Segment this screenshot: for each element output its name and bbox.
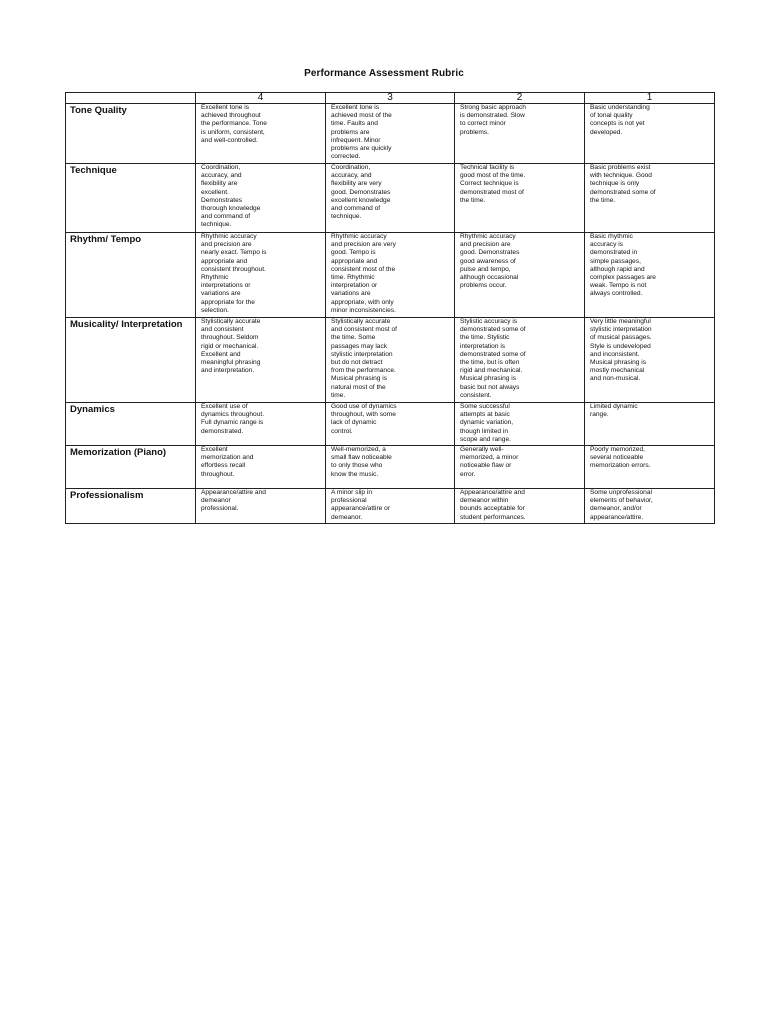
descriptor-line: and precision are	[460, 241, 511, 249]
rubric-row-rhythm-tempo	[66, 233, 715, 318]
descriptor-line: Appearance/attire and	[460, 489, 525, 496]
descriptor-cell-score-1	[585, 318, 715, 403]
descriptor-line: of tonal quality	[590, 112, 633, 120]
descriptor-line: of musical passages.	[590, 334, 652, 342]
descriptor-cell-score-2	[455, 446, 585, 489]
descriptor-line: the time. Stylistic	[460, 334, 510, 342]
rubric-row-professionalism	[66, 489, 715, 524]
descriptor-line: memorization and	[201, 454, 254, 462]
descriptor-line: noticeable flaw or	[460, 462, 512, 470]
descriptor-line: appearance/attire or	[331, 505, 391, 513]
descriptor-line: demeanor.	[331, 513, 363, 521]
descriptor-line: several noticeable	[590, 454, 644, 462]
descriptor-line: Coordination,	[331, 164, 371, 171]
descriptor-line: Limited dynamic	[590, 403, 638, 410]
descriptor-line: error.	[460, 470, 476, 478]
descriptor-line: consistent.	[460, 391, 492, 399]
descriptor-line: accuracy, and	[201, 172, 242, 180]
rubric-row-musicality	[66, 318, 715, 403]
descriptor-line: problems.	[460, 128, 489, 136]
descriptor-line: achieved most of the	[331, 112, 392, 120]
score-header-1	[585, 93, 715, 104]
descriptor-line: and precision are very	[331, 241, 396, 249]
descriptor-line: Rhythmic accuracy	[460, 233, 516, 240]
score-header-2	[455, 93, 585, 104]
descriptor-line: effortless recall	[201, 462, 246, 470]
descriptor-line: the time. Some	[331, 334, 376, 342]
descriptor-line: Rhythmic accuracy	[201, 233, 257, 240]
descriptor-line: Style is undeveloped	[590, 342, 651, 350]
descriptor-line: Basic understanding	[590, 104, 650, 111]
score-label: 3	[387, 92, 393, 103]
descriptor-line: and consistent most of	[331, 326, 397, 334]
criterion-label: Memorization (Piano)	[66, 446, 196, 489]
descriptor-line: Musical phrasing is	[331, 375, 388, 383]
descriptor-line: consistent most of the	[331, 265, 396, 273]
descriptor-cell-score-4	[196, 104, 326, 164]
descriptor-line: Technical facility is	[460, 164, 515, 171]
descriptor-cell-score-1	[585, 446, 715, 489]
descriptor-line: interpretation or	[331, 282, 378, 290]
descriptor-line: lack of dynamic	[331, 419, 377, 427]
descriptor-line: range.	[590, 411, 609, 419]
descriptor-line: good most of the time.	[460, 172, 526, 180]
descriptor-line: Excellent tone is	[331, 104, 380, 111]
descriptor-line: professional	[331, 497, 367, 505]
descriptor-line: Stylistically accurate	[201, 318, 261, 325]
descriptor-line: know the music.	[331, 470, 379, 478]
descriptor-cell-score-2	[455, 489, 585, 524]
score-header-4	[196, 93, 326, 104]
descriptor-line: Full dynamic range is	[201, 419, 264, 427]
descriptor-line: attempts at basic	[460, 411, 510, 419]
descriptor-line: problems occur.	[460, 282, 507, 290]
descriptor-line: Musical phrasing is	[590, 359, 647, 367]
rubric-row-memorization	[66, 446, 715, 489]
descriptor-cell-score-2	[455, 233, 585, 318]
descriptor-line: the time.	[460, 196, 486, 204]
descriptor-line: appropriate for the	[201, 298, 255, 306]
descriptor-cell-score-4	[196, 233, 326, 318]
descriptor-cell-score-4	[196, 446, 326, 489]
descriptor-line: appropriate and	[201, 257, 248, 265]
descriptor-cell-score-2	[455, 164, 585, 233]
descriptor-line: weak. Tempo is not	[590, 282, 647, 290]
descriptor-cell-score-4	[196, 164, 326, 233]
descriptor-cell-score-3	[326, 164, 455, 233]
score-header-3	[326, 93, 455, 104]
descriptor-line: small flaw noticeable	[331, 454, 392, 462]
descriptor-line: meaningful phrasing	[201, 359, 261, 367]
descriptor-line: technique is only	[590, 180, 640, 188]
descriptor-line: memorization errors.	[590, 462, 651, 470]
descriptor-line: and command of	[331, 205, 381, 213]
descriptor-line: Some successful	[460, 403, 510, 410]
descriptor-line: Appearance/attire and	[201, 489, 266, 496]
descriptor-line: Well-memorized, a	[331, 446, 386, 453]
descriptor-line: time. Faults and	[331, 120, 378, 128]
descriptor-line: mostly mechanical	[590, 367, 645, 375]
descriptor-cell-score-1	[585, 403, 715, 446]
descriptor-line: appropriate and	[331, 257, 378, 265]
descriptor-line: simple passages,	[590, 257, 641, 265]
descriptor-line: throughout, with some	[331, 411, 396, 419]
descriptor-line: Excellent and	[201, 350, 241, 358]
descriptor-line: selection.	[201, 306, 229, 314]
descriptor-line: appropriate, with only	[331, 298, 394, 306]
descriptor-line: corrected.	[331, 153, 361, 161]
descriptor-line: always controlled.	[590, 290, 643, 298]
descriptor-line: complex passages are	[590, 274, 656, 282]
criterion-label: Tone Quality	[66, 104, 196, 164]
descriptor-line: thorough knowledge	[201, 205, 261, 213]
descriptor-line: control.	[331, 427, 353, 435]
descriptor-line: technique.	[201, 221, 232, 229]
descriptor-line: technique.	[331, 213, 362, 221]
descriptor-line: problems are	[331, 128, 370, 136]
descriptor-line: scope and range.	[460, 435, 511, 443]
descriptor-line: is uniform, consistent,	[201, 128, 265, 136]
descriptor-line: Basic rhythmic	[590, 233, 633, 240]
descriptor-line: demonstrated some of	[590, 188, 656, 196]
descriptor-line: accuracy, and	[331, 172, 372, 180]
descriptor-line: appearance/attire.	[590, 513, 644, 521]
descriptor-line: demeanor within	[460, 497, 509, 505]
descriptor-line: and interpretation.	[201, 367, 255, 375]
descriptor-line: flexibility are very	[331, 180, 382, 188]
descriptor-line: Rhythmic	[201, 274, 229, 282]
descriptor-line: and consistent	[201, 326, 244, 334]
score-label: 1	[646, 92, 653, 103]
descriptor-cell-score-3	[326, 104, 455, 164]
descriptor-line: good awareness of	[460, 257, 516, 265]
descriptor-line: Poorly memorized,	[590, 446, 645, 453]
descriptor-line: the time, but is often	[460, 359, 520, 367]
descriptor-line: demonstrated some of	[460, 350, 526, 358]
descriptor-cell-score-1	[585, 164, 715, 233]
descriptor-cell-score-1	[585, 104, 715, 164]
descriptor-line: throughout. Seldom	[201, 334, 259, 342]
descriptor-line: developed.	[590, 128, 623, 136]
descriptor-line: A minor slip in	[331, 489, 373, 496]
descriptor-line: memorized, a minor	[460, 454, 519, 462]
descriptor-cell-score-3	[326, 446, 455, 489]
descriptor-cell-score-4	[196, 318, 326, 403]
descriptor-line: Some unprofessional	[590, 489, 652, 496]
descriptor-line: and command of	[201, 213, 251, 221]
descriptor-line: student performances.	[460, 513, 526, 521]
descriptor-line: infrequent. Minor	[331, 136, 381, 144]
descriptor-line: accuracy is	[590, 241, 623, 249]
descriptor-line: to only those who	[331, 462, 383, 470]
descriptor-line: variations are	[331, 290, 371, 298]
descriptor-line: Rhythmic accuracy	[331, 233, 387, 240]
descriptor-line: Excellent	[201, 446, 228, 453]
descriptor-line: bounds acceptable for	[460, 505, 525, 513]
descriptor-line: dynamics throughout.	[201, 411, 265, 419]
descriptor-line: demonstrated.	[201, 427, 244, 435]
descriptor-line: rigid or mechanical.	[201, 342, 259, 350]
descriptor-cell-score-1	[585, 233, 715, 318]
descriptor-line: Stylistically accurate	[331, 318, 391, 325]
descriptor-line: throughout.	[201, 470, 235, 478]
criterion-label: Rhythm/ Tempo	[66, 233, 196, 318]
descriptor-line: basic but not always	[460, 383, 520, 391]
rubric-table	[65, 92, 715, 524]
descriptor-line: although occasional	[460, 274, 519, 282]
descriptor-line: demeanor, and/or	[590, 505, 642, 513]
page-title: Performance Assessment Rubric	[304, 68, 464, 79]
descriptor-line: interpretations or	[201, 282, 251, 290]
descriptor-line: interpretation is	[460, 342, 506, 350]
descriptor-line: good. Demonstrates	[460, 249, 520, 257]
descriptor-line: to correct minor	[460, 120, 506, 128]
criterion-label: Technique	[66, 164, 196, 233]
descriptor-line: consistent throughout.	[201, 265, 266, 273]
score-label: 2	[516, 92, 523, 103]
descriptor-line: Excellent use of	[201, 403, 248, 410]
descriptor-line: from the performance.	[331, 367, 396, 375]
descriptor-line: excellent knowledge	[331, 196, 391, 204]
descriptor-line: demonstrated in	[590, 249, 638, 257]
descriptor-line: dynamic variation,	[460, 419, 514, 427]
descriptor-cell-score-3	[326, 489, 455, 524]
descriptor-line: excellent.	[201, 188, 229, 196]
descriptor-line: although rapid and	[590, 265, 645, 273]
descriptor-line: Stylistic accuracy is	[460, 318, 518, 325]
descriptor-line: natural most of the	[331, 383, 386, 391]
descriptor-line: Very little meaningful	[590, 318, 651, 325]
descriptor-line: elements of behavior,	[590, 497, 653, 505]
descriptor-line: demonstrated some of	[460, 326, 526, 334]
descriptor-line: but do not detract	[331, 359, 383, 367]
descriptor-cell-score-2	[455, 403, 585, 446]
criterion-header-cell	[66, 93, 196, 104]
rubric-row-tone-quality	[66, 104, 715, 164]
descriptor-line: though limited in	[460, 427, 509, 435]
descriptor-line: and non-musical.	[590, 375, 641, 383]
descriptor-line: good. Tempo is	[331, 249, 376, 257]
descriptor-line: and well-controlled.	[201, 136, 258, 144]
criterion-label: Musicality/ Interpretation	[66, 318, 196, 403]
descriptor-line: and precision are	[201, 241, 252, 249]
header-row	[66, 93, 715, 104]
descriptor-line: concepts is not yet	[590, 120, 645, 128]
descriptor-line: Generally well-	[460, 446, 504, 453]
descriptor-line: the performance. Tone	[201, 120, 267, 128]
descriptor-cell-score-3	[326, 233, 455, 318]
descriptor-line: passages may lack	[331, 342, 388, 350]
criterion-label: Professionalism	[66, 489, 196, 524]
descriptor-line: good. Demonstrates	[331, 188, 391, 196]
descriptor-line: pulse and tempo,	[460, 265, 511, 273]
score-label: 4	[257, 92, 264, 103]
descriptor-line: and inconsistent.	[590, 350, 640, 358]
descriptor-line: demeanor	[201, 497, 231, 505]
descriptor-line: flexibility are	[201, 180, 238, 188]
descriptor-line: with technique. Good	[590, 172, 652, 180]
descriptor-line: the time.	[590, 196, 616, 204]
descriptor-line: demonstrated most of	[460, 188, 524, 196]
descriptor-cell-score-3	[326, 318, 455, 403]
descriptor-line: problems are quickly	[331, 145, 392, 153]
descriptor-line: Coordination,	[201, 164, 241, 171]
descriptor-line: time. Rhythmic	[331, 274, 375, 282]
descriptor-line: Good use of dynamics	[331, 403, 397, 410]
descriptor-line: stylistic interpretation	[331, 350, 393, 358]
criterion-label: Dynamics	[66, 403, 196, 446]
descriptor-cell-score-2	[455, 318, 585, 403]
descriptor-line: nearly exact. Tempo is	[201, 249, 267, 257]
descriptor-cell-score-4	[196, 489, 326, 524]
descriptor-line: Basic problems exist	[590, 164, 651, 171]
descriptor-line: rigid and mechanical.	[460, 367, 523, 375]
descriptor-cell-score-4	[196, 403, 326, 446]
descriptor-line: professional.	[201, 505, 239, 513]
descriptor-line: time.	[331, 391, 346, 399]
descriptor-cell-score-3	[326, 403, 455, 446]
rubric-row-technique	[66, 164, 715, 233]
descriptor-line: is demonstrated. Slow	[460, 112, 525, 120]
descriptor-line: Excellent tone is	[201, 104, 250, 111]
descriptor-line: Musical phrasing is	[460, 375, 517, 383]
rubric-row-dynamics	[66, 403, 715, 446]
descriptor-cell-score-1	[585, 489, 715, 524]
descriptor-cell-score-2	[455, 104, 585, 164]
descriptor-line: Correct technique is	[460, 180, 519, 188]
descriptor-line: stylistic interpretation	[590, 326, 652, 334]
descriptor-line: minor inconsistencies.	[331, 306, 396, 314]
descriptor-line: Strong basic approach	[460, 104, 526, 111]
descriptor-line: achieved throughout	[201, 112, 261, 120]
descriptor-line: variations are	[201, 290, 241, 298]
descriptor-line: Demonstrates	[201, 196, 243, 204]
